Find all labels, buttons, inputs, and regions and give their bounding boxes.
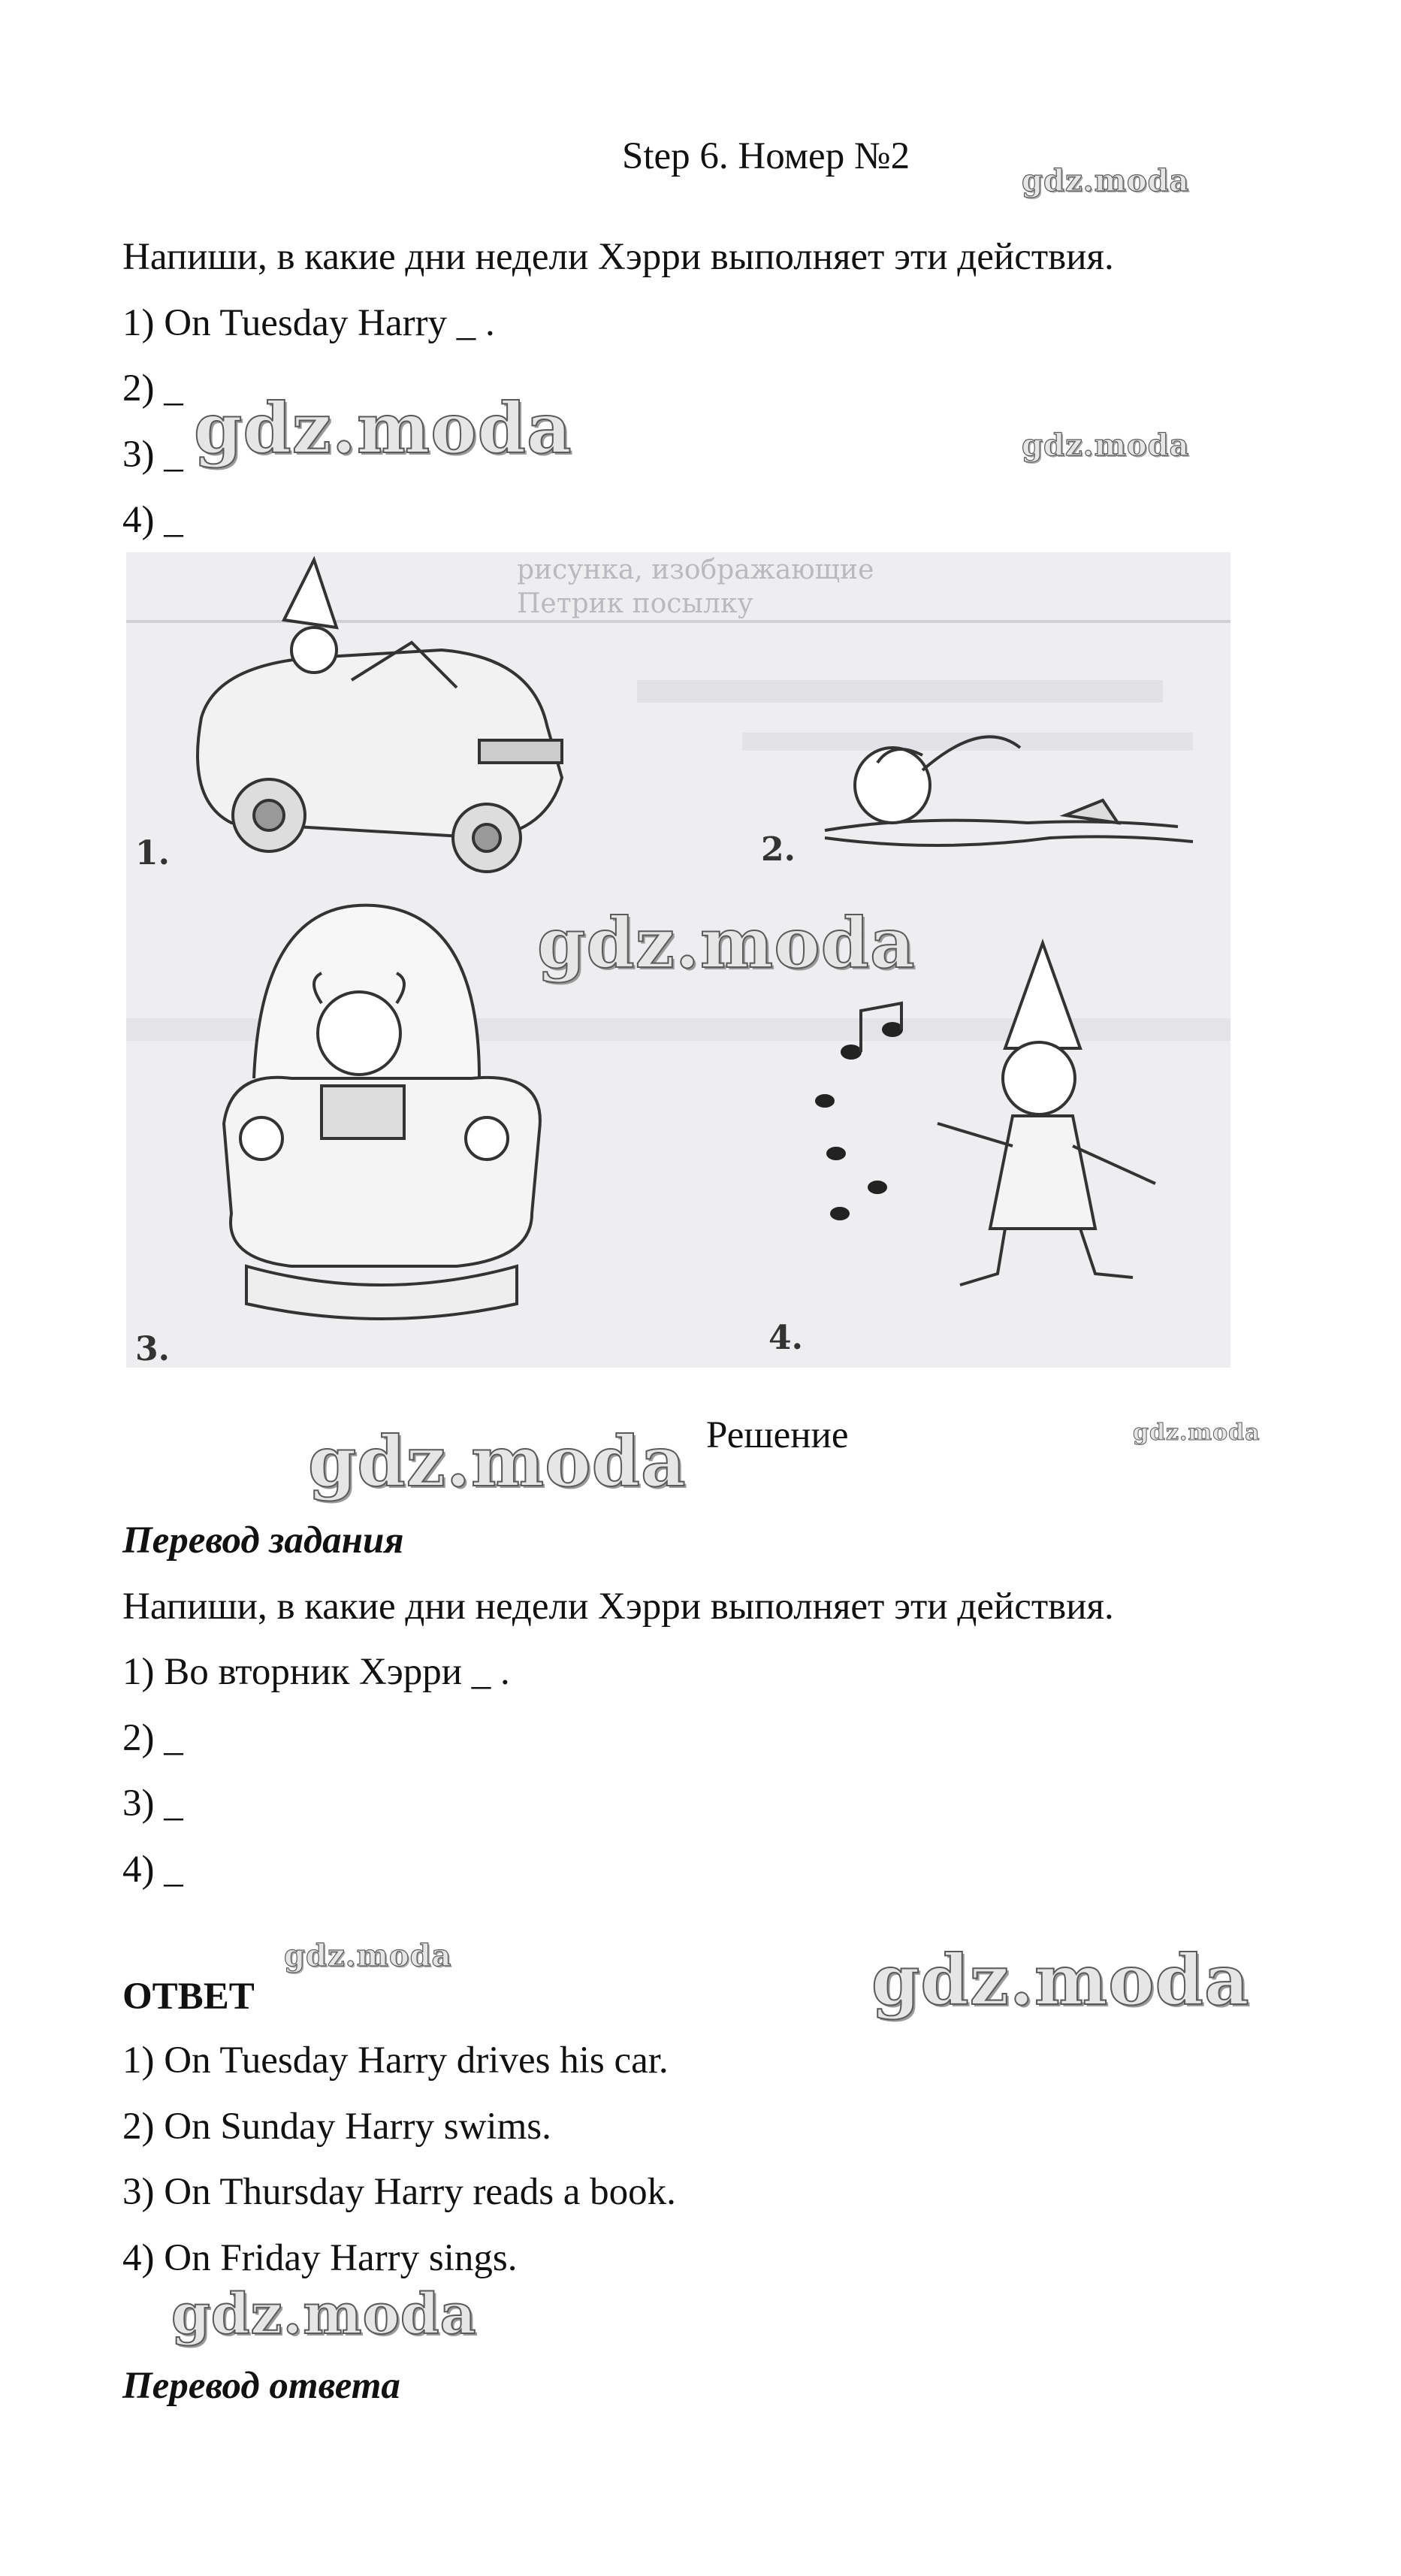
swimming-picture: [825, 736, 1193, 845]
answer-item-2: 2) On Sunday Harry swims.: [122, 2106, 551, 2148]
bg-text-2: Петрик посылку: [517, 588, 753, 619]
bg-text-1: рисунка, изображающие: [517, 555, 874, 585]
watermark: gdz.moda: [1133, 1420, 1261, 1446]
watermark: gdz.moda: [1022, 163, 1190, 198]
figure-label-2: 2.: [761, 830, 796, 869]
watermark: gdz.moda: [871, 1940, 1250, 2021]
translation-item-1: 1) Во вторник Хэрри _ .: [122, 1651, 510, 1693]
task-item-1: 1) On Tuesday Harry _ .: [122, 302, 495, 344]
answer-translation-heading: Перевод ответа: [122, 2365, 400, 2407]
watermark: gdz.moda: [171, 2282, 477, 2347]
driving-car-picture: [198, 560, 562, 872]
watermark: gdz.moda: [1022, 428, 1190, 463]
translation-item-3: 3) _: [122, 1782, 183, 1825]
singing-picture: [815, 943, 1155, 1285]
translation-item-2: 2) _: [122, 1717, 183, 1759]
task-instruction: Напиши, в какие дни недели Хэрри выполняет эти действия.: [122, 236, 1114, 278]
answer-item-3: 3) On Thursday Harry reads a book.: [122, 2171, 676, 2213]
reading-in-armchair-picture: [224, 906, 540, 1319]
answer-item-4: 4) On Friday Harry sings.: [122, 2237, 518, 2279]
translation-heading: Перевод задания: [122, 1519, 404, 1562]
watermark: gdz.moda: [284, 1938, 452, 1973]
task-item-3: 3) _: [122, 434, 183, 476]
answer-item-1: 1) On Tuesday Harry drives his car.: [122, 2039, 669, 2082]
page-title: Step 6. Номер №2: [622, 135, 910, 177]
translation-item-4: 4) _: [122, 1849, 183, 1891]
answer-heading: ОТВЕТ: [122, 1976, 255, 2018]
figure-label-4: 4.: [768, 1319, 803, 1357]
task-item-4: 4) _: [122, 499, 183, 541]
solution-label: Решение: [706, 1414, 849, 1456]
task-item-2: 2) _: [122, 367, 183, 410]
watermark: gdz.moda: [194, 388, 572, 469]
translation-instruction: Напиши, в какие дни недели Хэрри выполняет эти действия.: [122, 1586, 1114, 1628]
figure-label-1: 1.: [135, 834, 170, 872]
figure-label-3: 3.: [135, 1330, 170, 1368]
watermark: gdz.moda: [308, 1421, 687, 1502]
watermark: gdz.moda: [537, 903, 916, 984]
